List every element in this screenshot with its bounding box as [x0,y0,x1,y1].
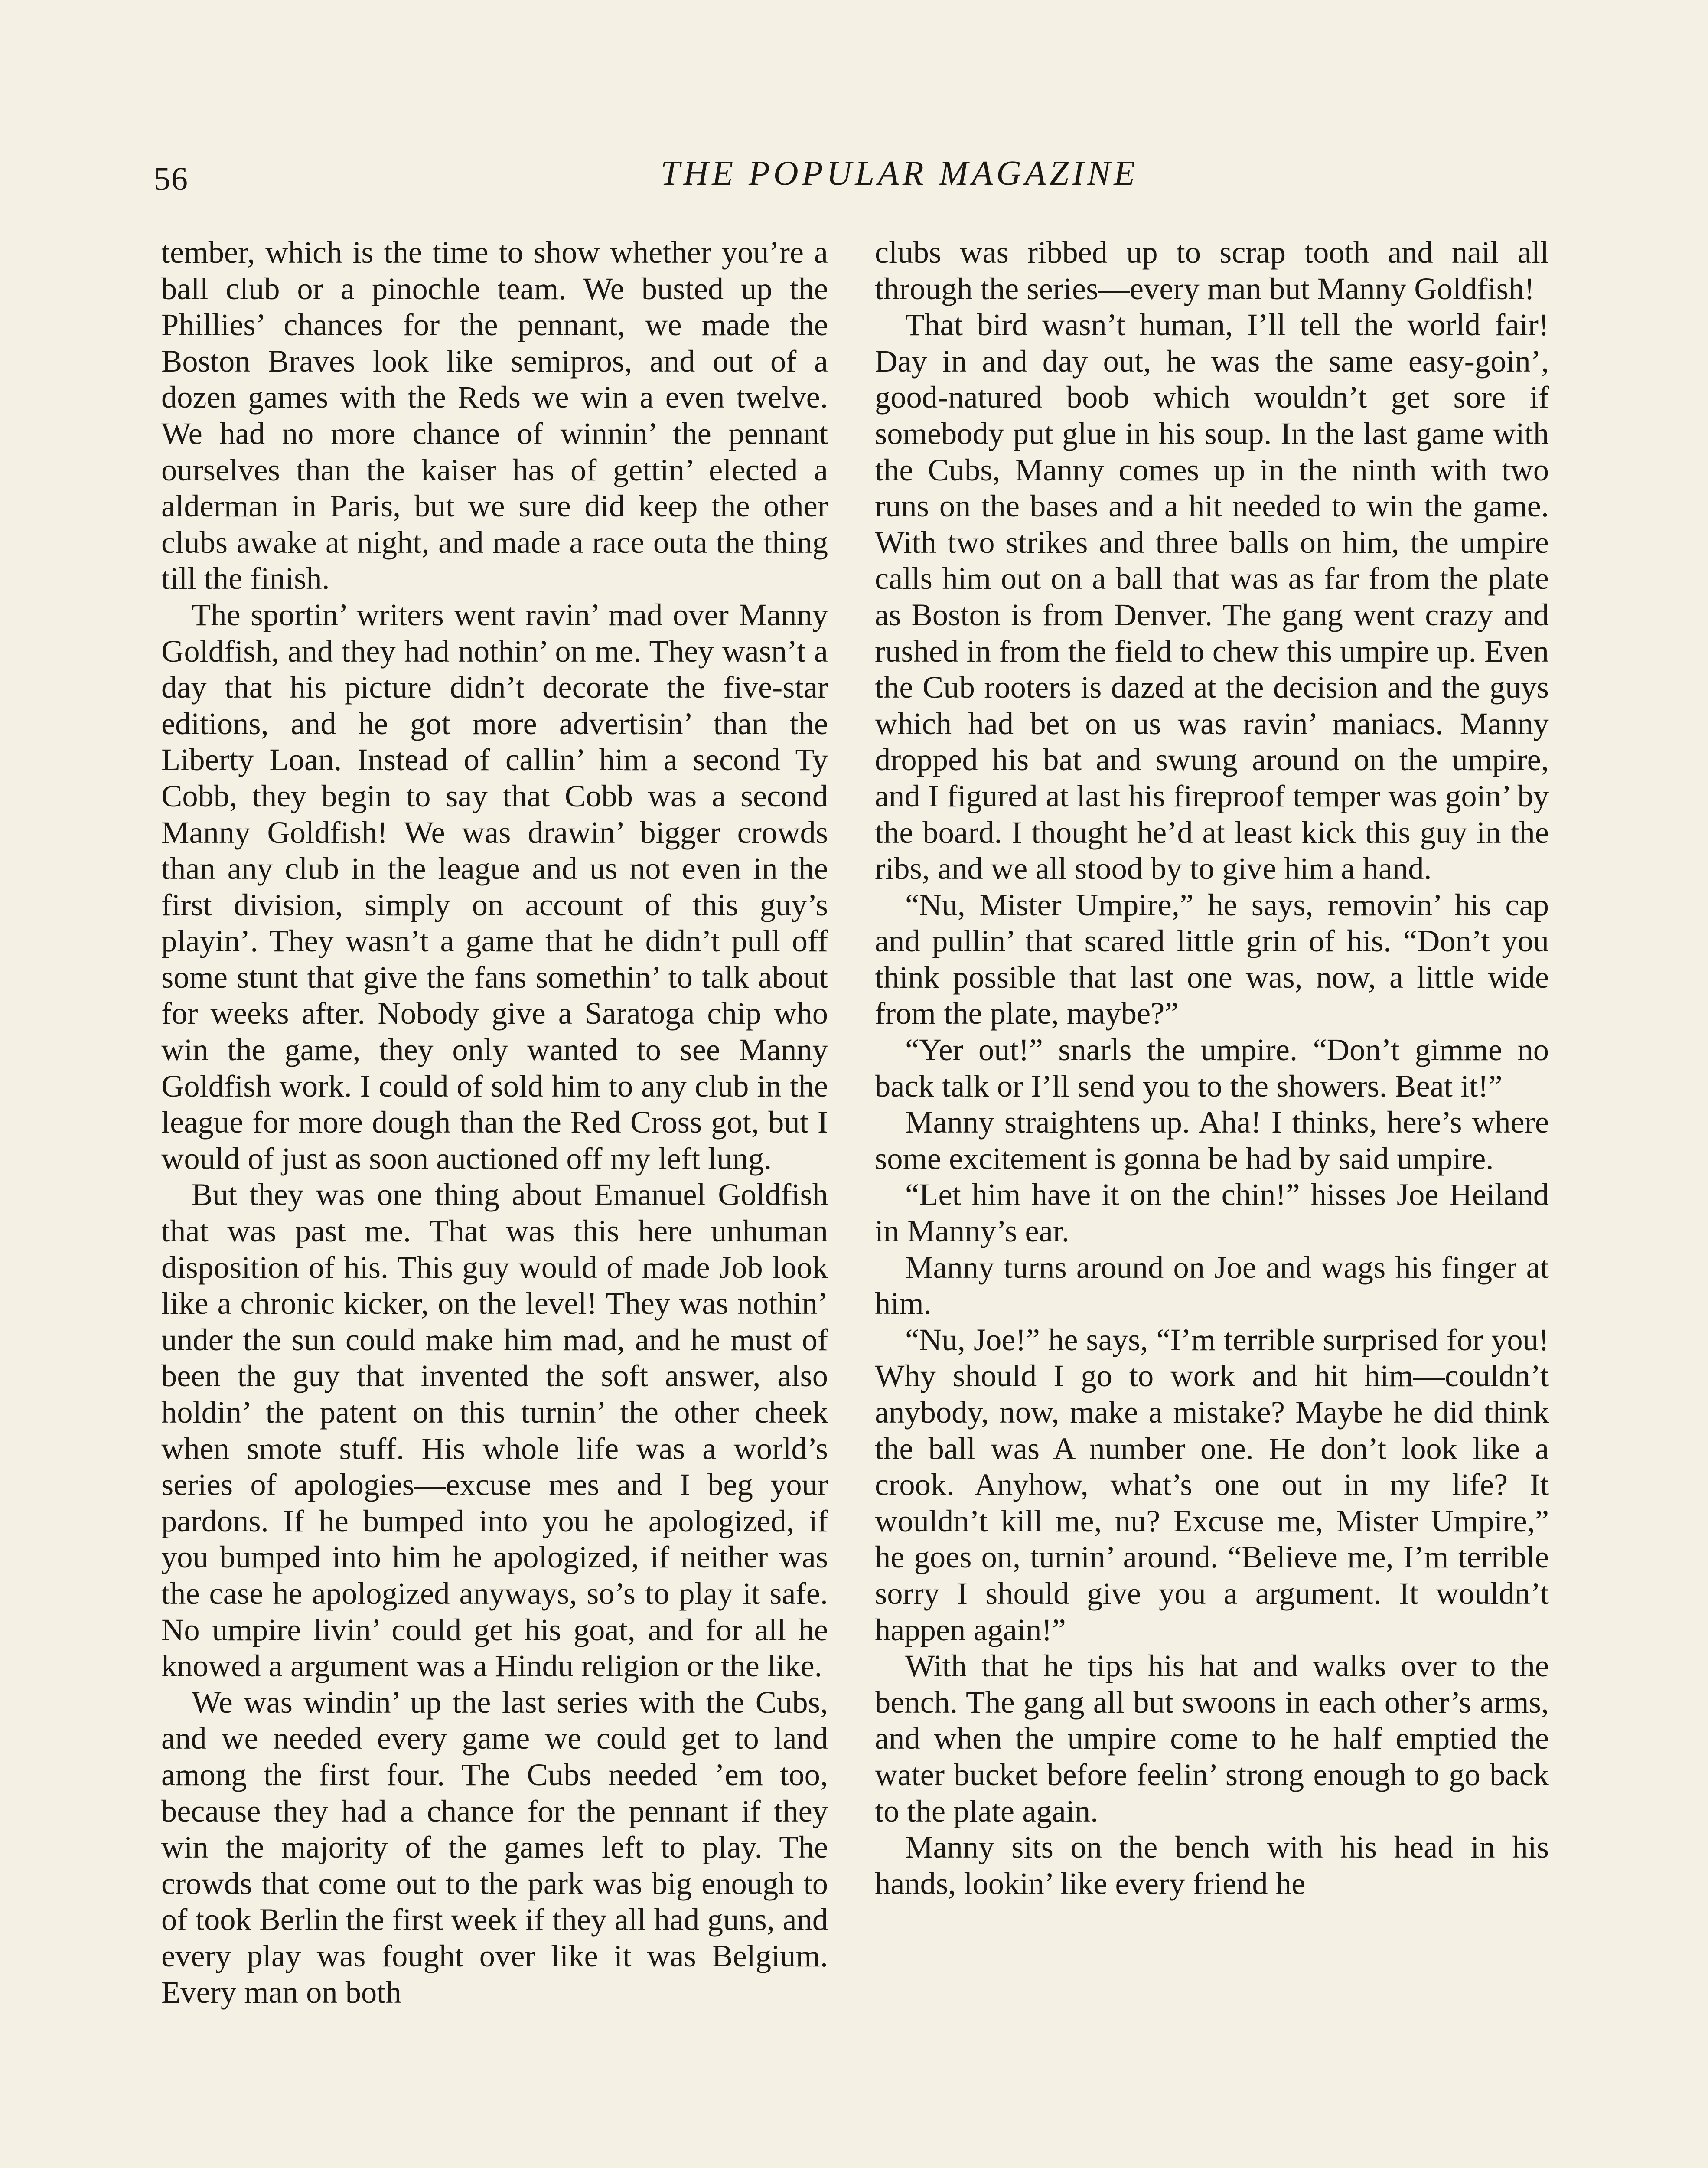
paragraph: We was windin’ up the last series with the Cubs, and we needed every game we could get to land among the first four. The Cubs needed ’em too, because they had a chance for the pennant if they win the majority of the games left to play. The crowds that come out to the park was big enough to of took Berlin the first week if they all had guns, and every play was fought over like it was Belgium. Every man on both [161,1684,828,2010]
paragraph: Manny turns around on Joe and wags his finger at him. [875,1249,1549,1321]
paragraph: With that he tips his hat and walks over to the bench. The gang all but swoons in each other’s arms, and when the umpire come to he half emptied the water bucket before feelin’ strong enough to go back to the plate again. [875,1648,1549,1828]
paragraph: tember, which is the time to show whether you’re a ball club or a pinochle team. We busted up the Phillies’ chances for the pennant, we made the Boston Braves look like semipros, and out of a dozen games with the Reds we win a even twelve. We had no more chance of winnin’ the pennant ourselves than the kaiser has of gettin’ elected a alderman in Paris, but we sure did keep the other clubs awake at night, and made a race outa the thing till the finish. [161,235,828,596]
paragraph: Manny straightens up. Aha! I thinks, here’s where some excitement is gonna be had by said umpire. [875,1104,1549,1176]
paragraph: “Nu, Mister Umpire,” he says, removin’ his cap and pullin’ that scared little grin of his. “Don’t you think possible that last one was, now, a little wide from the plate, maybe?” [875,887,1549,1031]
paragraph: But they was one thing about Emanuel Goldfish that was past me. That was this here unhuman disposition of his. This guy would of made Job look like a chronic kicker, on the level! They was nothin’ under the sun could make him mad, and he must of been the guy that invented the soft answer, also holdin’ the patent on this turnin’ the other cheek when smote stuff. His whole life was a world’s series of apologies—excuse mes and I beg your pardons. If he bumped into you he apologized, if you bumped into him he apologized, if neither was the case he apologized anyways, so’s to play it safe. No umpire livin’ could get his goat, and for all he knowed a argument was a Hindu religion or the like. [161,1177,828,1684]
paragraph: clubs was ribbed up to scrap tooth and nail all through the series—every man but Manny Goldfish! [875,235,1549,306]
left-column [161,234,828,2010]
running-head-title: THE POPULAR MAGAZINE [660,154,1139,193]
paragraph: “Nu, Joe!” he says, “I’m terrible surprised for you! Why should I go to work and hit him—couldn’t anybody, now, make a mistake? Maybe he did think the ball was A number one. He don’t look like a crook. Anyhow, what’s one out in my life? It wouldn’t kill me, nu? Excuse me, Mister Umpire,” he goes on, turnin’ around. “Believe me, I’m terrible sorry I should give you a argument. It wouldn’t happen again!” [875,1322,1549,1647]
paragraph: “Yer out!” snarls the umpire. “Don’t gimme no back talk or I’ll send you to the showers. Beat it!” [875,1032,1549,1104]
paragraph: Manny sits on the bench with his head in his hands, lookin’ like every friend he [875,1829,1549,1901]
paragraph: The sportin’ writers went ravin’ mad over Manny Goldfish, and they had nothin’ on me. They wasn’t a day that his picture didn’t decorate the five-star editions, and he got more advertisin’ than the Liberty Loan. Instead of callin’ him a second Ty Cobb, they begin to say that Cobb was a second Manny Goldfish! We was drawin’ bigger crowds than any club in the league and us not even in the first division, simply on account of this guy’s playin’. They wasn’t a game that he didn’t pull off some stunt that give the fans somethin’ to talk about for weeks after. Nobody give a Saratoga chip who win the game, they only wanted to see Manny Goldfish work. I could of sold him to any club in the league for more dough than the Red Cross got, but I would of just as soon auctioned off my left lung. [161,597,828,1176]
paragraph: That bird wasn’t human, I’ll tell the world fair! Day in and day out, he was the same easy-goin’, good-natured boob which wouldn’t get sore if somebody put glue in his soup. In the last game with the Cubs, Manny comes up in the ninth with two runs on the bases and a hit needed to win the game. With two strikes and three balls on him, the umpire calls him out on a ball that was as far from the plate as Boston is from Denver. The gang went crazy and rushed in from the field to chew this umpire up. Even the Cub rooters is dazed at the decision and the guys which had bet on us was ravin’ maniacs. Manny dropped his bat and swung around on the umpire, and I figured at last his fireproof temper was goin’ by the board. I thought he’d at least kick this guy in the ribs, and we all stood by to give him a hand. [875,307,1549,886]
paragraph: “Let him have it on the chin!” hisses Joe Heiland in Manny’s ear. [875,1177,1549,1249]
page-number: 56 [154,161,189,197]
right-column [875,234,1549,1901]
